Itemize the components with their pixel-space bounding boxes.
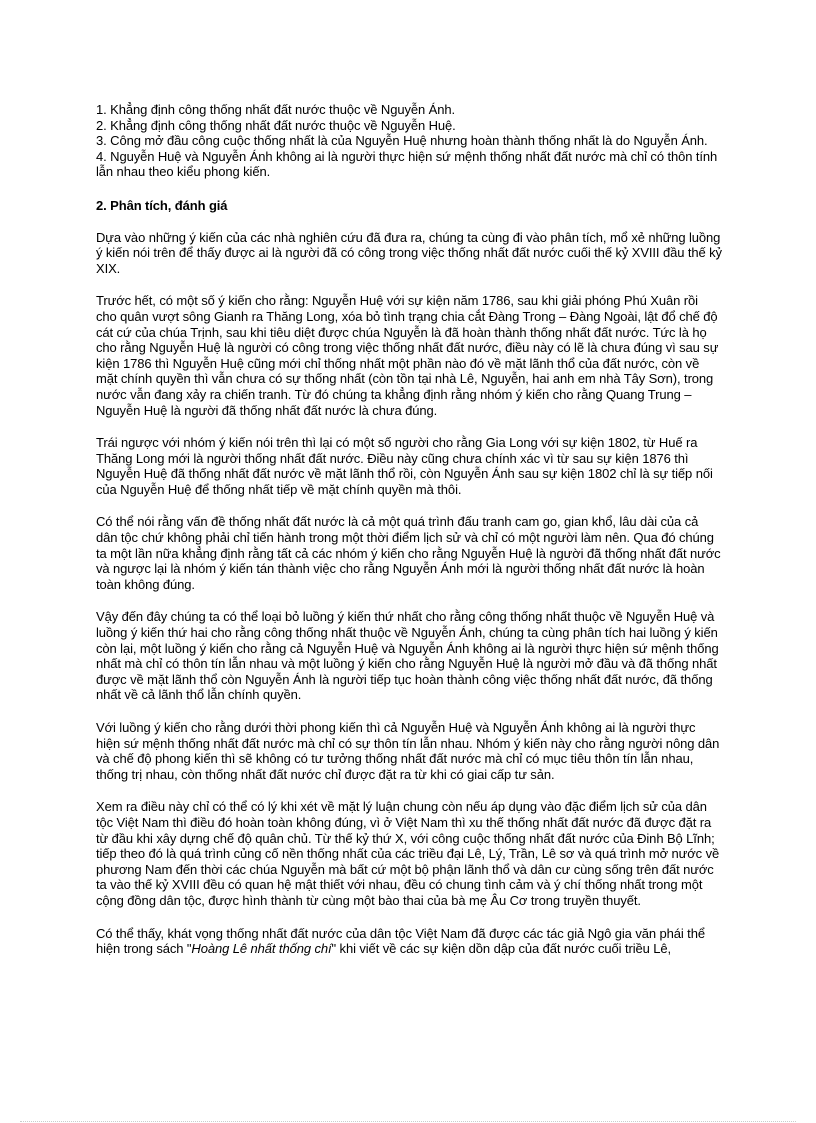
opinion-list xyxy=(96,102,722,180)
book-title: Hoàng Lê nhất thống chí xyxy=(191,941,332,957)
text-run: " khi viết về các sự kiện dồn dập của đất nước cuối triều Lê, xyxy=(331,941,672,957)
list-item: 1. Khẳng định công thống nhất đất nước thuộc về Nguyễn Ánh. xyxy=(96,102,455,117)
paragraph: Có thể nói rằng vấn đề thống nhất đất nước là cả một quá trình đấu tranh cam go, gian khổ, lâu dài của cả dân tộc chứ không phải chỉ tiến hành trong một thời điểm lịch sử và chỉ có một người làm nên. Qua đó chúng ta một lần nữa khẳng định rằng tất cả các nhóm ý kiến cho rằng Nguyễn Huệ là người đã thống nhất đất nước và ngược lại là nhóm ý kiến tán thành việc cho rằng Nguyễn Ánh mới là người thống nhất đất nước là hoàn toàn không đúng. xyxy=(96,514,721,592)
page-bottom-border xyxy=(20,1121,796,1122)
document-page xyxy=(96,102,722,974)
paragraph: Trước hết, có một số ý kiến cho rằng: Nguyễn Huệ với sự kiện năm 1786, sau khi giải phóng Phú Xuân rồi cho quân vượt sông Gianh ra Thăng Long, xóa bỏ tình trạng chia cắt Đàng Trong – Đàng Ngoài, lật đổ chế độ cát cứ của chúa Trịnh, sau khi tiêu diệt được chúa Nguyễn là đã hoàn thành thống nhất đất nước. Tức là họ cho rằng Nguyễn Huệ là người có công trong việc thống nhất đất nước, điều này có lẽ là chưa đúng vì sau sự kiện 1786 thì Nguyễn Huệ cũng mới chỉ thống nhất một phần nào đó về mặt lãnh thổ của đất nước, còn về mặt chính quyền thì vẫn chưa có sự thống nhất (còn tồn tại nhà Lê, Nguyễn, hai anh em nhà Tây Sơn), trong nước vẫn đang xảy ra chiến tranh. Từ đó chúng ta khẳng định rằng nhóm ý kiến cho rằng Quang Trung – Nguyễn Huệ là người đã thống nhất đất nước là chưa đúng. xyxy=(96,293,719,418)
text-run: Có thể thấy, khát vọng thống nhất đất nước của dân tộc Việt Nam đã được các tác giả Ngô gia văn phái thể hiện trong sách " xyxy=(96,925,705,957)
paragraph: Dựa vào những ý kiến của các nhà nghiên cứu đã đưa ra, chúng ta cùng đi vào phân tích, mổ xẻ những luồng ý kiến nói trên để thấy được ai là người đã có công trong việc thống nhất đất nước cuối thế kỷ XVIII đầu thế kỷ XIX. xyxy=(96,229,722,276)
paragraph-last xyxy=(96,926,722,957)
paragraph: Trái ngược với nhóm ý kiến nói trên thì lại có một số người cho rằng Gia Long với sự kiện 1802, từ Huế ra Thăng Long mới là người thống nhất đất nước. Điều này cũng chưa chính xác vì từ sau sự kiện 1876 thì Nguyễn Huệ đã thống nhất đất nước về mặt lãnh thổ rồi, còn Nguyễn Ánh sau sự kiện 1802 chỉ là sự tiếp nối của Nguyễn Huệ để thống nhất tiếp về mặt chính quyền mà thôi. xyxy=(96,435,713,497)
list-item: 3. Công mở đầu công cuộc thống nhất là của Nguyễn Huệ nhưng hoàn thành thống nhất là do Nguyễn Ánh. xyxy=(96,133,708,149)
paragraph: Vậy đến đây chúng ta có thể loại bỏ luồng ý kiến thứ nhất cho rằng công thống nhất thuộc về Nguyễn Huệ và luồng ý kiến thứ hai cho rằng công thống nhất thuộc về Nguyễn Ánh, chúng ta cùng phân tích hai luồng ý kiến còn lại, một luồng ý kiến cho rằng cả Nguyễn Huệ và Nguyễn Ánh không ai là người thực hiện sứ mệnh thống nhất mà chỉ có thôn tín lẫn nhau và một luồng ý kiến cho rằng Nguyễn Huệ là người mở đầu và đã thống nhất được về mặt lãnh thổ còn Nguyễn Ánh là người tiếp tục hoàn thành công việc thống nhất đất nước, đã thống nhất về cả lãnh thổ lẫn chính quyền. xyxy=(96,609,719,703)
paragraph: Xem ra điều này chỉ có thể có lý khi xét về mặt lý luận chung còn nếu áp dụng vào đặc điểm lịch sử của dân tộc Việt Nam thì điều đó hoàn toàn không đúng, vì ở Việt Nam thì xu thế thống nhất đất nước đã được đặt ra từ đầu khi xây dựng chế độ quân chủ. Từ thế kỷ thứ X, với công cuộc thống nhất đất nước của Đinh Bộ Lĩnh; tiếp theo đó là quá trình củng cố nền thống nhất của các triều đại Lê, Lý, Trần, Lê sơ và quá trình mở nước về phương Nam đến thời các chúa Nguyễn mà bất cứ một bộ phận lãnh thổ và dân cư cùng sống trên đất nước ta vào thế kỷ XVIII đều có quan hệ mật thiết với nhau, đều có chung tình cảm và ý chí thống nhất trong một cộng đồng dân tộc, được hình thành từ cùng một bào thai của bà mẹ Âu Cơ trong truyền thuyết. xyxy=(96,799,720,908)
list-item: 2. Khẳng định công thống nhất đất nước thuộc về Nguyễn Huệ. xyxy=(96,117,456,133)
paragraph: Với luồng ý kiến cho rằng dưới thời phong kiến thì cả Nguyễn Huệ và Nguyễn Ánh không ai là người thực hiện sứ mệnh thống nhất đất nước mà chỉ có sự thôn tín lẫn nhau. Nhóm ý kiến này cho rằng người nông dân và chế độ phong kiến thì sẽ không có tư tưởng thống nhất đất nước mà chỉ có mục tiêu thôn tín lẫn nhau, thống trị nhau, còn thống nhất đất nước chỉ được đặt ra từ khi có giai cấp tư sản. xyxy=(96,720,720,782)
section-heading: 2. Phân tích, đánh giá xyxy=(96,197,228,213)
list-item: 4. Nguyễn Huệ và Nguyễn Ánh không ai là người thực hiện sứ mệnh thống nhất đất nước mà chỉ có thôn tính lẫn nhau theo kiểu phong kiến. xyxy=(96,148,718,180)
